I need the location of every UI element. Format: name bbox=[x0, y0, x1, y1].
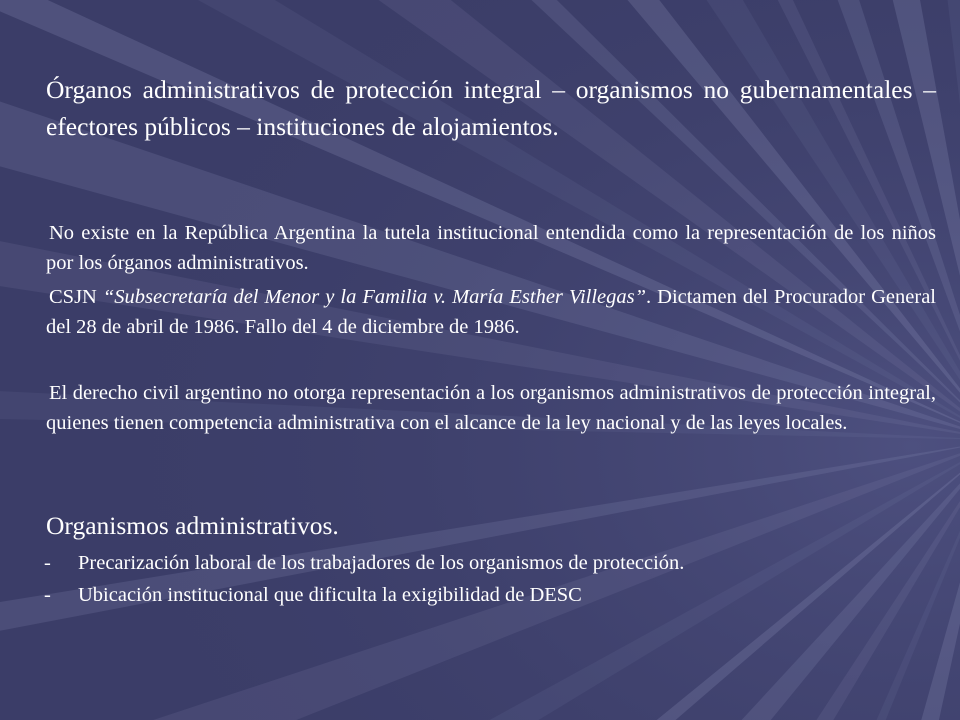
csjn-prefix: CSJN bbox=[49, 286, 103, 308]
case-name: “Subsecretaría del Menor y la Familia v. María Esther Villegas” bbox=[102, 286, 647, 308]
csjn-suffix: . Dictamen del Procurador General del 28 de abril de 1986. Fallo del 4 de diciembre de 1986. bbox=[46, 286, 936, 338]
list-item-text: Precarización laboral de los trabajadores de los organismos de protección. bbox=[78, 552, 685, 574]
paragraph-csjn bbox=[46, 282, 936, 342]
list-item-ubicacion bbox=[44, 580, 582, 610]
heading-organismos: Organismos administrativos. bbox=[46, 511, 339, 540]
paragraph-derecho-civil: El derecho civil argentino no otorga representación a los organismos administrativos de protección integral, quienes tienen competencia administrativa con el alcance de la ley nacional y de las leyes locales. bbox=[46, 382, 936, 434]
list-item-text: Ubicación institucional que dificulta la exigibilidad de DESC bbox=[78, 584, 582, 606]
heading-organos: Órganos administrativos de protección integral – organismos no gubernamentales – efectores públicos – instituciones de alojamientos. bbox=[46, 75, 936, 141]
list-item-precarizacion bbox=[44, 548, 684, 578]
list-bullet: - bbox=[44, 584, 51, 606]
list-bullet: - bbox=[44, 552, 51, 574]
paragraph-tutela: No existe en la República Argentina la tutela institucional entendida como la representación de los niños por los órganos administrativos. bbox=[46, 222, 936, 274]
